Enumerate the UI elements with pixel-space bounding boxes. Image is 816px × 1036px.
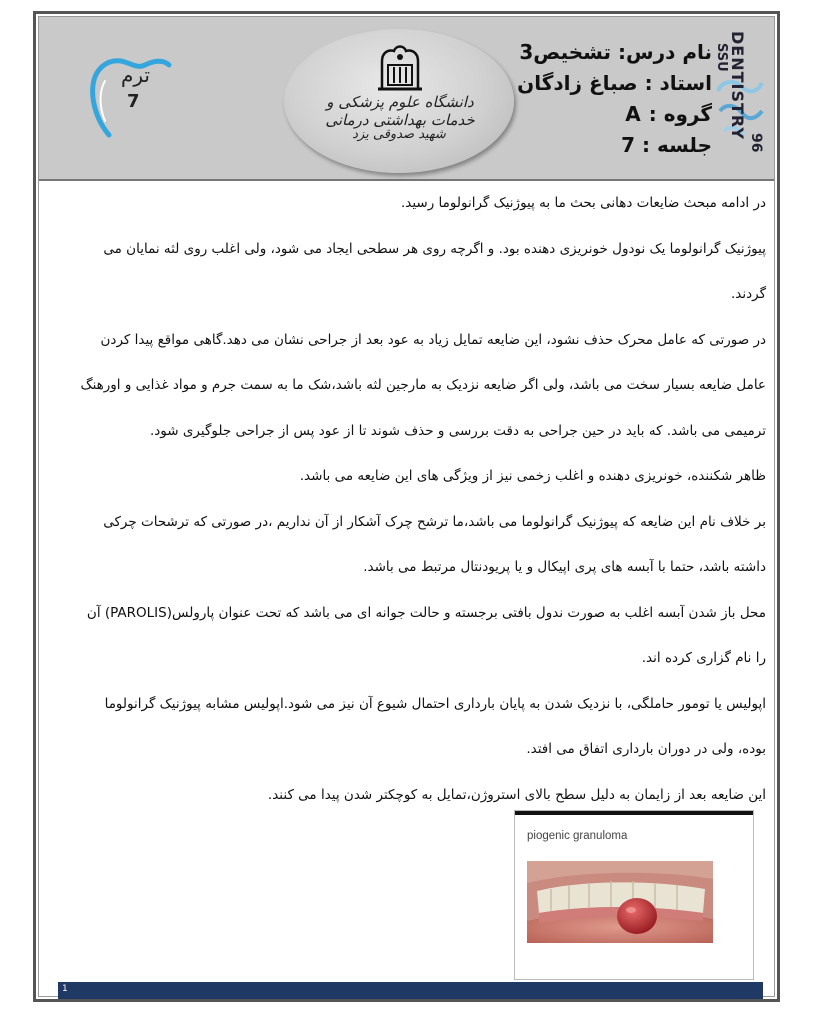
document-body (74, 181, 766, 818)
dentistry-text: DENTISTRY (728, 31, 747, 140)
term-badge (87, 51, 177, 141)
figure-top-bar (515, 811, 753, 815)
paragraph-8: این ضایعه بعد از زایمان به دلیل سطح بالای استروژن،تمایل به کوچکتر شدن پیدا می کنند. (267, 786, 766, 803)
figure-caption: piogenic granuloma (527, 830, 628, 842)
paragraph-1: در ادامه مبحث ضایعات دهانی بحث ما به پیوژنیک گرانولوما رسید. (400, 195, 766, 211)
dentistry-logo (712, 31, 768, 171)
logo-university-name: دانشگاه علوم پزشکی و خدمات بهداشتی درمانی (325, 93, 475, 129)
logo-university-subtitle: شهید صدوقی یزد (352, 127, 446, 142)
university-emblem-icon (374, 43, 426, 93)
page-number: 1 (62, 984, 68, 994)
document-header (39, 17, 774, 181)
term-number: 7 (127, 91, 140, 112)
course-name: نام درس: تشخیص3 (519, 40, 712, 64)
course-info (452, 37, 712, 161)
paragraph-2: پیوژنیک گرانولوما یک نودول خونریزی دهنده بود. و اگرچه روی هر سطحی ایجاد می شود، ولی اغلب روی لثه نمایان می گردند. (103, 240, 766, 302)
paragraph-5: بر خلاف نام این ضایعه که پیوژنیک گرانولوما می باشد،ما ترشح چرک آشکار از آن نداریم ،در صورتی که ترشحات چرکی داشته باشد، حتما با آبسه های پری اپیکال و یا پریودنتال مرتبط می باشد. (103, 513, 766, 575)
footer-bar (58, 982, 763, 999)
group-name: گروه : A (625, 102, 712, 126)
term-label: ترم (121, 63, 150, 87)
paragraph-6: محل باز شدن آبسه اغلب به صورت ندول بافتی برجسته و حالت جوانه ای می باشد که تحت عنوان پارولس(PAROLIS) آن را نام گزاری کرده اند. (86, 604, 766, 666)
paragraph-7: اپولیس یا تومور حاملگی، با نزدیک شدن به پایان بارداری احتمال شیوع آن نیز می شود.اپولیس مشابه پیوژنیک گرانولوما بوده، ولی در دوران بارداری اتفاق می افتد. (104, 695, 766, 757)
gum-lesion-photo (527, 861, 713, 943)
dentistry-year: 96 (748, 133, 764, 153)
teacher-name: استاد : صباغ زادگان (517, 71, 712, 95)
paragraph-3: در صورتی که عامل محرک حذف نشود، این ضایعه تمایل زیاد به عود بعد از جراحی نشان می دهد.گاهی مواقع پیدا کردن عامل ضایعه بسیار سخت می باشد، ولی اگر ضایعه نزدیک به مارجین لثه باشد،شک ما به سمت جرم و مواد غذایی و اورهنگ ترمیمی می باشد. که باید در حین جراحی به دقت بررسی و حذف شوند تا از عود پس از جراحی جلوگیری شود. (80, 331, 766, 439)
dentistry-ssu: SSU (714, 43, 729, 72)
clinical-figure (514, 810, 754, 980)
page-frame (33, 11, 780, 1002)
paragraph-4: ظاهر شکننده، خونریزی دهنده و اغلب زخمی نیز از ویژگی های این ضایعه می باشد. (299, 468, 766, 484)
session-number: جلسه : 7 (621, 133, 712, 157)
